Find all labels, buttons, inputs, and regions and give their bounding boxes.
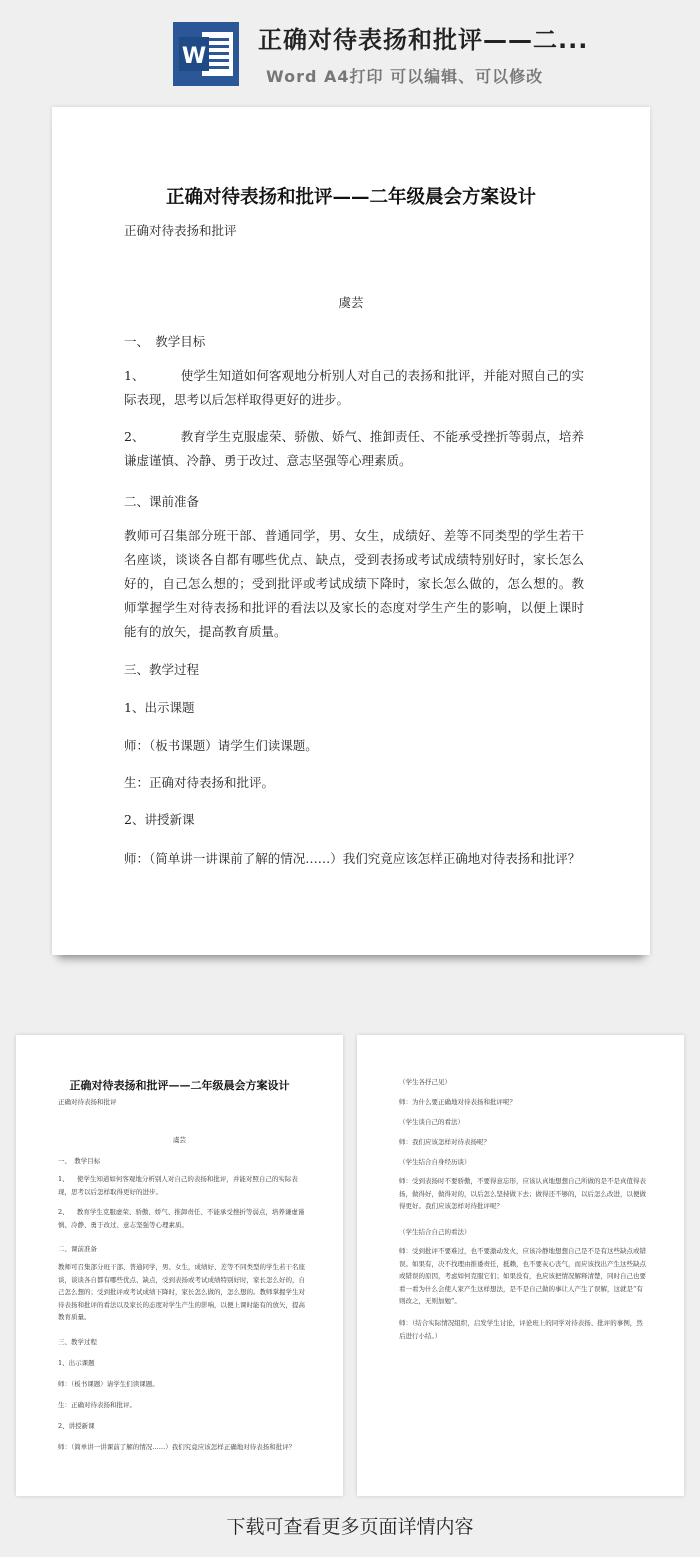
main-page-preview xyxy=(52,107,650,955)
process-line-2: 生：正确对待表扬和批评。 xyxy=(124,775,275,790)
thumb1-title: 正确对待表扬和批评——二年级晨会方案设计 xyxy=(69,1079,290,1092)
section-heading-objectives: 一、 教学目标 xyxy=(124,334,206,349)
document-title: 正确对待表扬和批评——二... xyxy=(258,26,589,54)
objective-1-number: 1、 xyxy=(124,368,145,383)
thumb1-author: 虞芸 xyxy=(173,1136,186,1144)
author: 虞芸 xyxy=(338,295,364,310)
word-icon-letter: W xyxy=(181,44,207,69)
thumb1-preparation: 教师可召集部分班干部、普通同学，男、女生，成绩好、差等不同类型的学生若干名座谈，谈谈各自都有哪些优点、缺点，受到表扬或考试成绩特别好时，家长怎么好的，自己怎么想的；受到批评或考试成绩下降时，家长怎么做的，怎么想的。教师掌握学生对待表扬和批评的看法以及家长的态度对学生产生的影响，以便上课时能有的放矢，提高教育质量。 xyxy=(58,1263,305,1321)
thumb1-step-1: 1、出示课题 xyxy=(58,1359,95,1367)
thumb1-s1-heading: 一、 教学目标 xyxy=(58,1157,101,1165)
word-file-icon xyxy=(173,22,239,86)
thumb1-line-2: 生：正确对待表扬和批评。 xyxy=(58,1401,136,1409)
thumb1-line-3: 师：（简单讲一讲课前了解的情况……）我们究竟应该怎样正确地对待表扬和批评？ xyxy=(58,1443,296,1451)
thumb1-s2-heading: 二、课前准备 xyxy=(58,1245,97,1253)
thumb1-subtitle: 正确对待表扬和批评 xyxy=(58,1098,117,1106)
process-line-3: 师：（简单讲一讲课前了解的情况……）我们究竟应该怎样正确地对待表扬和批评？ xyxy=(124,851,581,866)
thumb2-para-3: 师：（结合实际情况组织，启发学生讨论，评论班上的同学对待表扬、批评的事例，然后进行小结。） xyxy=(399,1319,643,1340)
thumb1-objective-2: 2、 教育学生克服虚荣、骄傲、娇气、推卸责任、不能承受挫折等弱点，培养谦虚谨慎、冷静、勇于改过、意志坚强等心理素质。 xyxy=(58,1208,305,1229)
process-step-1: 1、出示课题 xyxy=(124,700,195,715)
thumb1-step-2: 2、讲授新课 xyxy=(58,1422,95,1430)
document-subtitle: Word A4打印 可以编辑、可以修改 xyxy=(266,67,544,86)
thumb2-para-2: 师：受到批评不要难过，也不要激动发火，应该冷静地想想自己是不是有这些缺点或错误。如果有，决不找理由推诿责任，抵赖，也不要灰心丧气，而应该找出产生这些缺点或错误的原因，考虑如何克服它们；如果没有，也应该把情况解释清楚，同时自己也要看一看为什么会使人家产生这样想法，是不是自己做的事让人产生了误解，这就是“有则改之，无则加勉”。 xyxy=(399,1247,646,1305)
process-line-1: 师：（板书课题）请学生们读课题。 xyxy=(124,738,318,753)
page-subtitle: 正确对待表扬和批评 xyxy=(124,223,237,238)
thumb2-line-3: （学生谈自己的看法） xyxy=(399,1118,464,1126)
process-step-2: 2、讲授新课 xyxy=(124,812,195,827)
preparation-text: 教师可召集部分班干部、普通同学，男、女生，成绩好、差等不同类型的学生若干名座谈，谈谈各自都有哪些优点、缺点，受到表扬或考试成绩特别好时，家长怎么好的，自己怎么想的；受到批评或考试成绩下降时，家长怎么做的，怎么想的。教师掌握学生对待表扬和批评的看法以及家长的态度对学生产生的影响，以便上课时能有的放矢，提高教育质量。 xyxy=(124,528,584,639)
thumb2-line-1: （学生各抒己见） xyxy=(399,1078,451,1086)
thumb1-s3-heading: 三、教学过程 xyxy=(58,1338,97,1346)
thumb2-para-1: 师：受到表扬时不要骄傲，不要得意忘形，应该认真地想想自己所做的是不是真值得表扬，做得好，做得对的，以后怎么坚持做下去；做得还不够的，以后怎么改进，以便做得更好。我们应该怎样对待批评呢？ xyxy=(399,1177,646,1210)
objective-1 xyxy=(124,364,584,412)
thumb2-line-6: （学生结合自己的看法） xyxy=(399,1228,471,1236)
header xyxy=(0,0,700,100)
page-thumbnail-2[interactable] xyxy=(357,1035,684,1496)
section-heading-process: 三、教学过程 xyxy=(124,662,200,677)
objective-1-text: 使学生知道如何客观地分析别人对自己的表扬和批评，并能对照自己的实际表现，思考以后怎样取得更好的进步。 xyxy=(124,368,584,407)
objective-2 xyxy=(124,425,584,473)
page-thumbnail-1[interactable] xyxy=(16,1035,343,1496)
thumb2-line-2: 师：为什么要正确地对待表扬和批评呢？ xyxy=(399,1098,516,1106)
thumb2-line-4: 师：我们应该怎样对待表扬呢？ xyxy=(399,1138,490,1146)
thumb2-line-5: （学生结合自身经历谈） xyxy=(399,1158,471,1166)
objective-2-number: 2、 xyxy=(124,429,145,444)
thumb1-objective-1: 1、 使学生知道如何客观地分析别人对自己的表扬和批评，并能对照自己的实际表现，思考以后怎样取得更好的进步。 xyxy=(58,1175,298,1196)
page-title: 正确对待表扬和批评——二年级晨会方案设计 xyxy=(165,187,536,208)
thumb1-line-1: 师：（板书课题）请学生们读课题。 xyxy=(58,1380,159,1388)
objective-2-text: 教育学生克服虚荣、骄傲、娇气、推卸责任、不能承受挫折等弱点，培养谦虚谨慎、冷静、勇于改过、意志坚强等心理素质。 xyxy=(124,429,584,468)
download-more-link[interactable]: 下载可查看更多页面详情内容 xyxy=(226,1516,474,1538)
section-heading-preparation: 二、课前准备 xyxy=(124,494,200,509)
